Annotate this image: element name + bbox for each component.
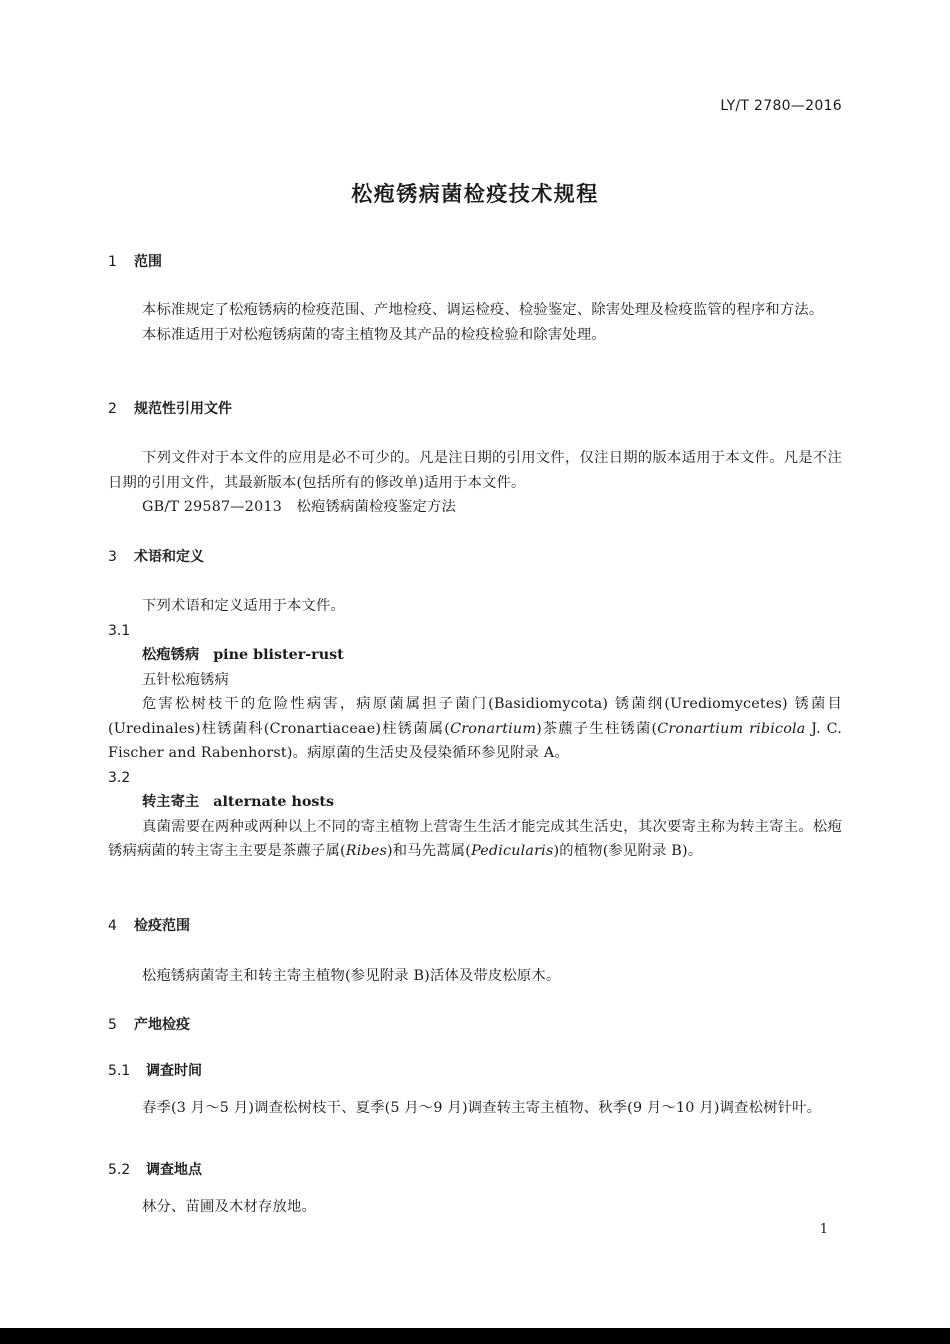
subsection-heading — [108, 1158, 842, 1182]
term-number: 3.2 — [108, 769, 131, 786]
paragraph: 本标准适用于对松疱锈病菌的寄主植物及其产品的检疫检验和除害处理。 — [142, 326, 606, 343]
paragraph: 下列术语和定义适用于本文件。 — [142, 598, 345, 614]
genus-name: Pedicularis — [471, 843, 554, 859]
section-title: 产地检疫 — [134, 1017, 190, 1033]
section-1-body — [108, 298, 842, 347]
section-heading — [108, 397, 842, 421]
section-2-body — [108, 446, 842, 520]
section-3-body — [108, 594, 842, 864]
definition-text: 真菌需要在两种或两种以上不同的寄主植物上营寄生生活才能完成其生活史，其次要寄主称为转主寄主。松疱锈病病菌的转主寄主主要是茶藨子属( — [108, 818, 842, 859]
term-chinese: 转主寄主 — [142, 794, 200, 810]
section-title: 术语和定义 — [134, 549, 204, 565]
definition-text: )的植物(参见附录 B)。 — [553, 843, 703, 859]
definition-text: )茶藨子生柱锈菌( — [536, 720, 658, 737]
subsection-heading — [108, 1059, 842, 1083]
term-english: pine blister-rust — [213, 647, 344, 663]
section-number: 1 — [108, 254, 117, 270]
term-definition — [108, 815, 842, 864]
genus-name: Cronartium — [450, 720, 537, 737]
section-heading — [108, 914, 842, 938]
section-3 — [108, 545, 842, 569]
paragraph: 本标准规定了松疱锈病的检疫范围、产地检疫、调运检疫、检验鉴定、除害处理及检疫监管的程序和方法。 — [142, 302, 824, 318]
section-heading — [108, 1013, 842, 1037]
term-alias: 五针松疱锈病 — [142, 671, 229, 688]
section-title: 范围 — [134, 254, 162, 270]
term-definition — [108, 692, 842, 766]
subsection-5-2 — [108, 1158, 842, 1182]
subsection-number: 5.1 — [108, 1063, 131, 1079]
term-entry — [108, 643, 842, 668]
definition-text: )和马先蒿属( — [387, 843, 472, 859]
paragraph: 春季(3 月～5 月)调查松树枝干、夏季(5 月～9 月)调查转主寄主植物、秋季(9 月～10 月)调查松树针叶。 — [142, 1100, 822, 1116]
section-2 — [108, 397, 842, 421]
section-title: 检疫范围 — [134, 918, 190, 934]
paragraph: 松疱锈病菌寄主和转主寄主植物(参见附录 B)活体及带皮松原木。 — [142, 968, 561, 984]
section-number: 4 — [108, 918, 117, 934]
genus-name: Ribes — [345, 843, 388, 859]
subsection-number: 5.2 — [108, 1162, 131, 1178]
section-5 — [108, 1013, 842, 1037]
subsection-5-1 — [108, 1059, 842, 1083]
term-chinese: 松疱锈病 — [142, 647, 200, 663]
subsection-title: 调查时间 — [146, 1063, 202, 1079]
normative-reference: GB/T 29587—2013 松疱锈病菌检疫鉴定方法 — [142, 499, 456, 515]
section-title: 规范性引用文件 — [134, 401, 232, 417]
page-number: 1 — [819, 1222, 828, 1237]
term-english: alternate hosts — [213, 794, 335, 810]
section-heading — [108, 545, 842, 569]
term-number: 3.1 — [108, 622, 131, 639]
section-4 — [108, 914, 842, 938]
subsection-5-2-body — [108, 1195, 842, 1220]
document-title: 松疱锈病菌检疫技术规程 — [351, 182, 599, 206]
paragraph: 下列文件对于本文件的应用是必不可少的。凡是注日期的引用文件，仅注日期的版本适用于本文件。凡是不注日期的引用文件，其最新版本(包括所有的修改单)适用于本文件。 — [108, 450, 842, 491]
bottom-edge-bar — [0, 1328, 950, 1344]
subsection-5-1-body — [108, 1096, 842, 1121]
paragraph: 林分、苗圃及木材存放地。 — [142, 1199, 316, 1215]
term-entry — [108, 790, 842, 815]
section-number: 2 — [108, 401, 117, 417]
section-1 — [108, 250, 842, 274]
definition-text: J. C. Fischer and Rabenhorst)。病原菌的生活史及侵染循环参见附录 A。 — [108, 720, 842, 761]
section-4-body — [108, 964, 842, 989]
species-name: Cronartium ribicola — [657, 720, 806, 737]
definition-text: 危害松树枝干的危险性病害，病原菌属担子菌门(Basidiomycota) 锈菌纲(Urediomycetes) 锈菌目(Uredinales)柱锈菌科(Cronartiaceae)柱锈菌属( — [108, 696, 842, 737]
section-number: 3 — [108, 549, 117, 565]
section-heading — [108, 250, 842, 274]
section-number: 5 — [108, 1017, 117, 1033]
subsection-title: 调查地点 — [146, 1162, 202, 1178]
standard-code: LY/T 2780—2016 — [720, 98, 842, 114]
